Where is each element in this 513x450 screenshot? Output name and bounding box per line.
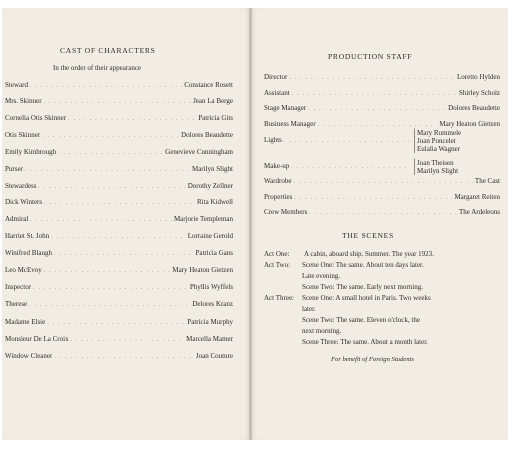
cast-subheading: In the order of their appearance <box>53 64 142 72</box>
cast-actor: Marilyn Slight <box>191 165 233 173</box>
act-one-text: A cabin, aboard ship. Summer. The year 1923. <box>304 250 434 258</box>
act-three-scene-three: Scene Three: The same. About a month later. <box>302 338 428 346</box>
staff-row-business-manager: Business Manager . . . Mary Heaton Gietzen <box>264 120 500 130</box>
act-three-scene-one-cont: later. <box>302 305 316 313</box>
cast-row <box>5 182 233 192</box>
staff-row-makeup: Make-up . . . <box>264 162 412 172</box>
cast-role: Winifred Blaugh <box>5 249 52 257</box>
act-one-label: Act One: <box>264 250 290 258</box>
cast-row <box>5 266 233 276</box>
cast-role: Emily Kimbrough <box>5 148 57 156</box>
act-three-scene-two-cont: next morning. <box>302 327 342 335</box>
cast-actor: Dorothy Zellner <box>187 182 233 190</box>
staff-row-lights: Lights . . . <box>264 136 412 146</box>
cast-role: Harriet St. John <box>5 232 50 240</box>
cast-row <box>5 131 233 141</box>
act-two-label: Act Two: <box>264 261 291 269</box>
staff-row-crew: Crew Members . . . The Ardeleons <box>264 208 500 218</box>
cast-row <box>5 232 233 242</box>
cast-row <box>5 318 233 328</box>
cast-actor: Jean La Berge <box>193 97 233 105</box>
cast-row <box>5 81 233 91</box>
cast-role: Otis Skinner <box>5 131 41 139</box>
cast-row <box>5 249 233 259</box>
staff-row-director: Director . . . Loretto Hylden <box>264 73 500 83</box>
act-two-scene-one-cont: Late evening. <box>302 272 341 280</box>
cast-actor: Genevieve Cunningham <box>165 148 233 156</box>
cast-role: Therese <box>5 300 28 308</box>
cast-actor: Dolores Beaudette <box>181 131 233 139</box>
cast-role: Inspector <box>5 283 32 291</box>
cast-actor: Patricia Gans <box>195 249 233 257</box>
staff-row-wardrobe: Wardrobe . . . The Cast <box>264 177 500 187</box>
cast-actor: Marjorie Templeman <box>173 215 233 223</box>
cast-actor: Patricia Gits <box>198 114 233 122</box>
act-three-label: Act Three: <box>264 294 294 302</box>
cast-row <box>5 283 233 293</box>
act-two-scene-one: Scene One: The same. About ten days later. <box>302 261 424 269</box>
cast-role: Mrs. Skinner <box>5 97 42 105</box>
cast-role: Monsieur De La Croix <box>5 335 69 343</box>
staff-heading: PRODUCTION STAFF <box>328 52 413 61</box>
act-three-scene-two: Scene Two: The same. Eleven o'clock, the <box>302 316 420 324</box>
cast-row <box>5 97 233 107</box>
cast-row <box>5 215 233 225</box>
cast-role: Cornelia Otis Skinner <box>5 114 67 122</box>
page-fold <box>249 8 252 440</box>
makeup-names: Joan Theisen Marilyn Slight <box>417 159 459 175</box>
act-two-scene-two: Scene Two: The same. Early next morning. <box>302 283 423 291</box>
cast-actor: Mary Heaton Gietzen <box>172 266 233 274</box>
staff-row-properties: Properties . . . Margaret Reiten <box>264 193 500 203</box>
staff-row-stage-manager: Stage Manager . . . Dolores Beaudette <box>264 104 500 114</box>
cast-role: Dick Winters <box>5 198 43 206</box>
staff-row-assistant: Assistant . . . Shirley Scholz <box>264 89 500 99</box>
cast-row <box>5 352 233 362</box>
cast-row <box>5 198 233 208</box>
cast-heading: CAST OF CHARACTERS <box>60 46 156 55</box>
cast-role: Steward <box>5 81 28 89</box>
footer-note: For benefit of Foreign Students <box>331 356 414 363</box>
cast-actor: Constance Rosett <box>184 81 233 89</box>
cast-row <box>5 165 233 175</box>
cast-row <box>5 148 233 158</box>
cast-actor: Joan Couture <box>195 352 233 360</box>
makeup-brace: │ │ <box>412 159 417 175</box>
cast-actor: Phyllis Wyffels <box>189 283 233 291</box>
cast-role: Stewardess <box>5 182 37 190</box>
cast-role: Window Cleaner <box>5 352 53 360</box>
cast-row <box>5 300 233 310</box>
scenes-heading: THE SCENES <box>342 231 394 240</box>
act-three-scene-one: Scene One: A small hotel in Paris. Two weeks <box>302 294 431 302</box>
cast-role: Purser <box>5 165 23 173</box>
cast-role: Admiral <box>5 215 29 223</box>
cast-role: Leo McEvoy <box>5 266 42 274</box>
cast-row <box>5 335 233 345</box>
lights-names: Mary Rummele Joan Poncelet Eulalia Wagner <box>417 129 462 153</box>
cast-actor: Rita Kidwell <box>197 198 233 206</box>
cast-actor: Marcella Mamer <box>186 335 233 343</box>
cast-actor: Lorraine Gerold <box>187 232 233 240</box>
cast-role: Madame Elsie <box>5 318 46 326</box>
cast-actor: Patricia Murphy <box>187 318 233 326</box>
cast-actor: Delores Kranz <box>192 300 233 308</box>
cast-row <box>5 114 233 124</box>
lights-brace: │ │ │ <box>412 129 417 153</box>
